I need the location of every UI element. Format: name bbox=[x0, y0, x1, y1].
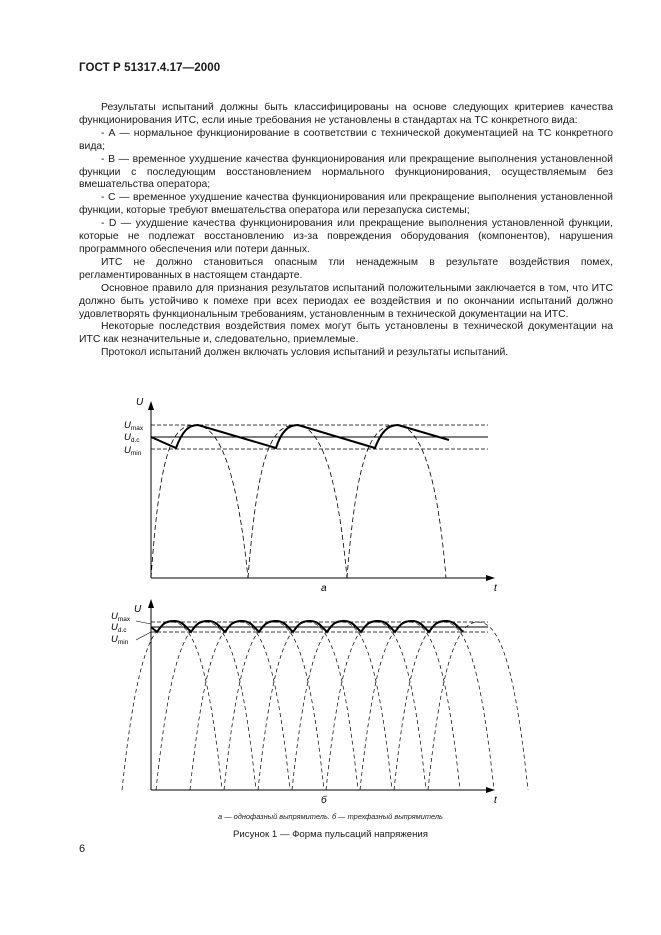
panel-b-phase-arc bbox=[224, 622, 324, 790]
paragraph-basic-rule: Основное правило для признания результатов испытаний положительными заключается в том, что ИТС должно быть устойчиво к помехе при всех периодах ее воздействия и по окончании испытаний должно удовлетворять функциональным требованиям, установленным в технической документации на ИТС. bbox=[79, 282, 613, 320]
panel-a-half-wave-2 bbox=[248, 425, 347, 578]
panel-a-udc-label: $U_{d.c}$ bbox=[124, 432, 140, 444]
page-number: 6 bbox=[79, 843, 86, 855]
panel-b-umin-label: $U_{min}$ bbox=[111, 634, 129, 646]
paragraph-criteria-intro: Результаты испытаний должны быть классифицированы на основе следующих критериев качества функционирования ИТС, если иные требования не установлены в стандартах на ТС конкретного вида: bbox=[79, 102, 613, 126]
panel-b-phase-arc bbox=[258, 622, 358, 790]
panel-b-phase-arc bbox=[428, 622, 528, 790]
panel-b-x-axis-label: t bbox=[494, 795, 497, 806]
panel-b-phase-arc bbox=[394, 622, 494, 790]
panel-b-three-phase bbox=[111, 599, 528, 806]
panel-b-umax-label: $U_{max}$ bbox=[111, 611, 131, 623]
panel-b-phase-arc bbox=[292, 622, 392, 790]
panel-a-x-axis-label: t bbox=[494, 583, 497, 594]
panel-b-phase-arc bbox=[156, 622, 256, 790]
panel-a-label: а bbox=[321, 583, 327, 594]
document-header: ГОСТ Р 51317.4.17—2000 bbox=[79, 62, 221, 74]
panel-b-umax-leader bbox=[136, 621, 151, 624]
figure-caption: Рисунок 1 — Форма пульсаций напряжения bbox=[233, 829, 428, 840]
panel-b-udc-label: $U_{d.c}$ bbox=[111, 622, 127, 634]
figure-subcaption: а — однофазный выпрямитель. б — трехфазный выпрямитель bbox=[218, 812, 443, 821]
paragraph-criterion-c: - С — временное ухудшение качества функционирования или прекращение выполнения установленной функции, которые требуют вмешательства оператора или перезапуска системы; bbox=[79, 192, 613, 217]
panel-a-half-wave-1 bbox=[151, 425, 248, 578]
paragraph-criterion-d: - D — ухудшение качества функционирования или прекращение выполнения установленной функции, которые не подлежат восстановлению из-за повреждения оборудования (компонентов), нарушения программного обеспечения или потери данных. bbox=[79, 218, 613, 255]
panel-b-y-axis-label: U bbox=[134, 604, 142, 615]
panel-b-phase-arc bbox=[326, 622, 426, 790]
panel-b-phase-arc bbox=[122, 622, 222, 790]
panel-a-x-arrow bbox=[486, 575, 495, 581]
paragraph-protocol: Протокол испытаний должен включать условия испытаний и результаты испытаний. bbox=[101, 347, 509, 359]
panel-a-umin-label: $U_{min}$ bbox=[124, 445, 142, 457]
panel-b-phase-arc bbox=[190, 622, 290, 790]
panel-a-single-phase bbox=[124, 397, 498, 594]
panel-b-label: б bbox=[321, 795, 327, 806]
paragraph-consequences: Некоторые последствия воздействия помех могут быть установлены в технической документации на ИТС как незначительные и, следовательно, приемлемые. bbox=[79, 321, 613, 346]
panel-b-y-arrow bbox=[148, 599, 154, 608]
panel-a-umax-label: $U_{max}$ bbox=[124, 420, 144, 432]
paragraph-safety: ИТС не должно становиться опасным тли ненадежным в результате воздействия помех, регламентированных в настоящем стандарте. bbox=[79, 256, 613, 281]
panel-a-y-arrow bbox=[148, 401, 154, 410]
panel-a-half-wave-3 bbox=[347, 425, 446, 578]
panel-b-umin-leader bbox=[136, 632, 151, 640]
paragraph-criterion-b: - В — временное ухудшение качества функционирования или прекращение выполнения установленной функции с последующим восстановлением нормального функционирования, осуществляемым без вмешательства оператора; bbox=[79, 153, 613, 191]
panel-b-phase-arc bbox=[360, 622, 460, 790]
paragraph-criterion-a: - А — нормальное функционирование в соответствии с технической документацией на ТС конкретного вида; bbox=[79, 127, 613, 152]
panel-a-y-axis-label: U bbox=[136, 397, 144, 408]
panel-b-phase-arcs bbox=[122, 622, 528, 790]
